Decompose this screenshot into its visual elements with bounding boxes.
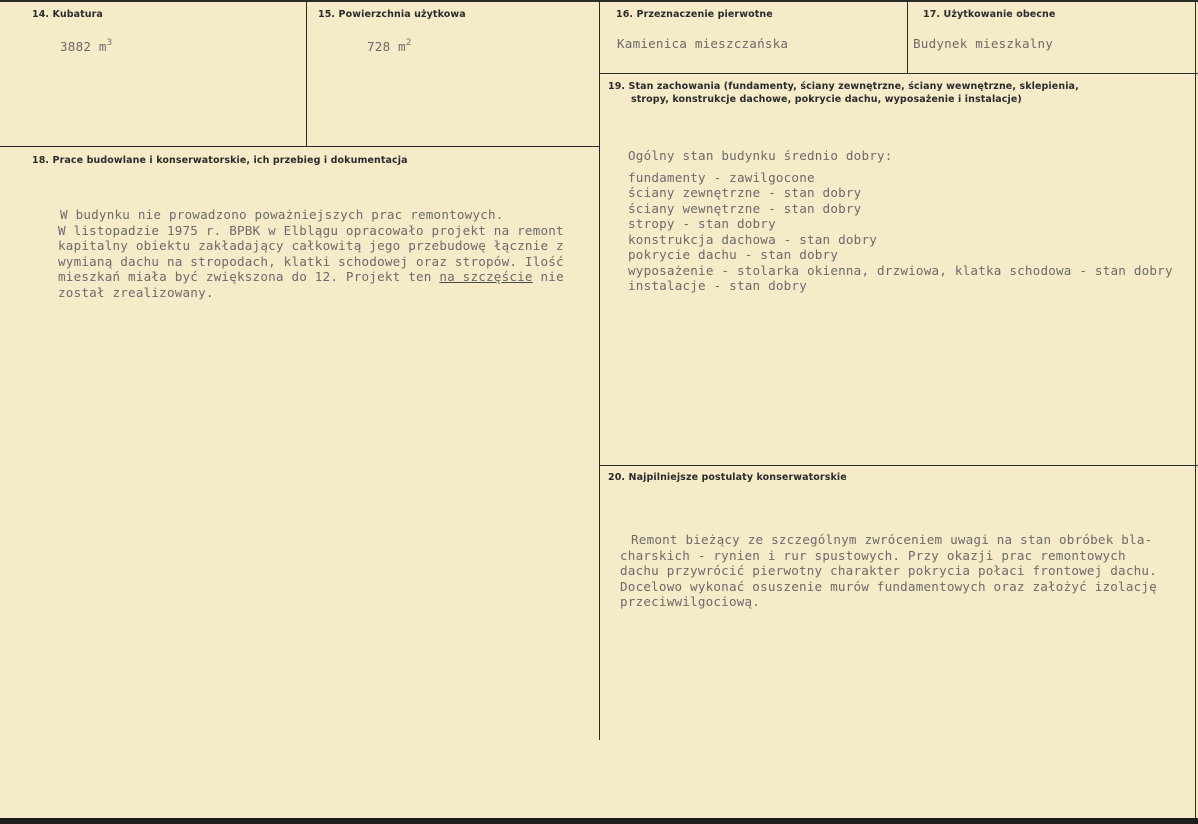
section-19-item: stropy - stan dobry	[628, 216, 776, 231]
section-19-item: konstrukcja dachowa - stan dobry	[628, 231, 878, 247]
field-value-przeznaczenie: Kamienica mieszczańska	[617, 36, 789, 51]
section-19-item: instalacje - stan dobry	[628, 278, 807, 293]
section-18-line: został zrealizowany.	[58, 284, 214, 300]
section-19-text	[628, 117, 1173, 325]
kubatura-value: 3882 m	[60, 39, 107, 54]
section-19-item: ściany zewnętrzne - stan dobry	[628, 185, 862, 200]
section-20-label: 20. Najpilniejsze postulaty konserwatorskie	[608, 472, 847, 483]
divider-row-18	[0, 146, 600, 147]
section-20-line: Docelowo wykonać osuszenie murów fundamentowych oraz założyć izolację	[620, 578, 1157, 594]
section-18-line: W listopadzie 1975 r. BPBK w Elblągu opracowało projekt na remont	[58, 222, 564, 238]
section-20-text	[620, 501, 1157, 641]
field-label-kubatura: 14. Kubatura	[32, 9, 103, 20]
divider-top-row-right	[599, 73, 1198, 74]
divider-14-15	[306, 0, 307, 146]
section-18-line: kapitalny obiektu zakładający całkowitą jego przebudowę łącznie z	[58, 238, 564, 253]
underlined-phrase: na szczęście	[439, 269, 533, 284]
field-value-uzytkowanie: Budynek mieszkalny	[913, 36, 1054, 51]
divider-main	[599, 0, 600, 740]
section-19-label	[608, 80, 1079, 106]
section-18-line: W budynku nie prowadzono poważniejszych prac remontowych.	[60, 207, 504, 222]
field-value-powierzchnia	[367, 36, 412, 55]
section-19-label-line-1: 19. Stan zachowania (fundamenty, ściany zewnętrzne, ściany wewnętrzne, sklepienia,	[608, 81, 1079, 92]
section-18-text	[60, 176, 564, 331]
section-18-label: 18. Prace budowlane i konserwatorskie, ich przebieg i dokumentacja	[32, 155, 408, 166]
section-18-line-5	[58, 269, 564, 285]
powierzchnia-unit-sup: 2	[405, 38, 412, 48]
kubatura-unit-sup: 3	[106, 38, 113, 48]
bottom-edge	[0, 818, 1198, 824]
field-label-powierzchnia: 15. Powierzchnia użytkowa	[318, 9, 466, 20]
section-20-line: dachu przywrócić pierwotny charakter pokrycia połaci frontowej dachu.	[620, 563, 1157, 578]
section-19-item: ściany wewnętrzne - stan dobry	[628, 200, 862, 216]
section-20-line: przeciwwilgociową.	[620, 594, 761, 609]
section-18-line: wymianą dachu na stropodach, klatki schodowej oraz stropów. Ilość	[58, 253, 564, 269]
section-18-line5-start: mieszkań miała być zwiększona do 12. Projekt ten	[58, 269, 440, 284]
field-label-przeznaczenie: 16. Przeznaczenie pierwotne	[616, 9, 773, 20]
section-19-intro: Ogólny stan budynku średnio dobry:	[628, 148, 893, 163]
field-label-uzytkowanie: 17. Użytkowanie obecne	[923, 9, 1056, 20]
field-value-kubatura	[60, 36, 112, 55]
divider-16-17	[907, 0, 908, 73]
section-20-line: charskich - rynien i rur spustowych. Przy okazji prac remontowych	[620, 547, 1126, 563]
divider-row-20	[599, 465, 1198, 466]
section-19-item: pokrycie dachu - stan dobry	[628, 247, 839, 262]
section-19-item: fundamenty - zawilgocone	[628, 169, 815, 185]
section-19-item: wyposażenie - stolarka okienna, drzwiowa, klatka schodowa - stan dobry	[628, 262, 1173, 278]
powierzchnia-value: 728 m	[367, 39, 406, 54]
right-edge	[1195, 0, 1196, 818]
section-20-line: Remont bieżący ze szczególnym zwróceniem uwagi na stan obróbek bla-	[631, 532, 1153, 547]
section-19-label-line-2: stropy, konstrukcje dachowe, pokrycie dachu, wyposażenie i instalacje)	[631, 94, 1022, 105]
section-18-line5-end: nie	[532, 269, 564, 284]
